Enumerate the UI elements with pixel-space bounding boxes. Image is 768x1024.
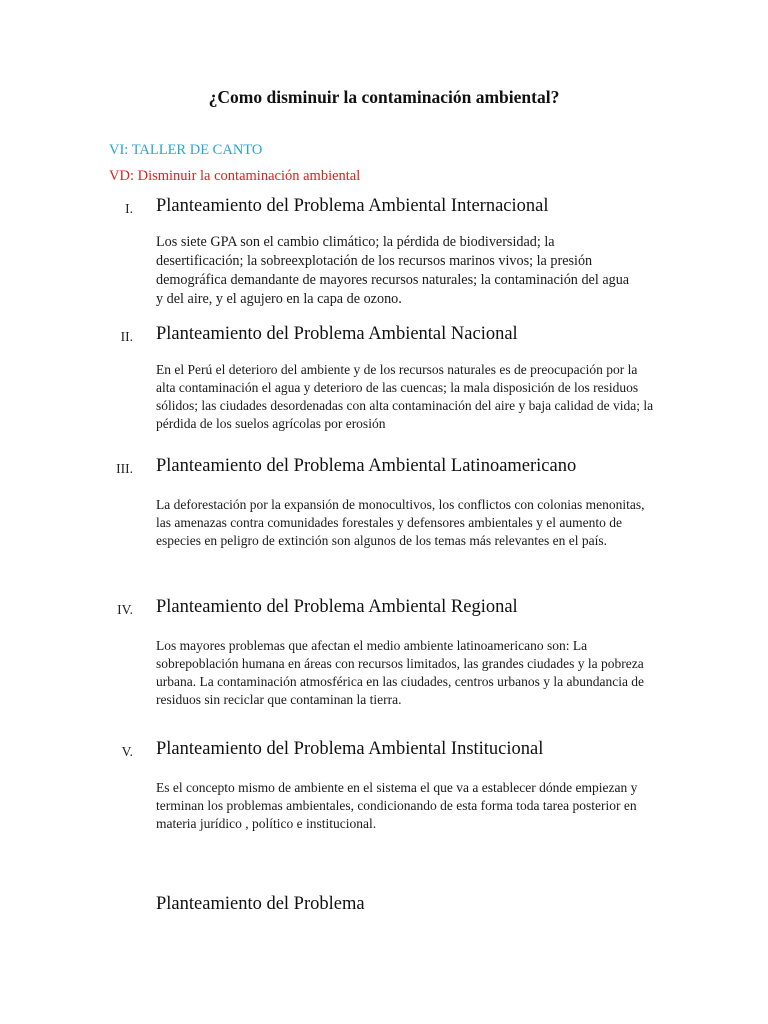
independent-variable: VI: TALLER DE CANTO bbox=[109, 142, 263, 158]
section-numeral: II. bbox=[120, 329, 133, 344]
section-numeral: III. bbox=[116, 461, 133, 476]
section-body: Los mayores problemas que afectan el medio ambiente latinoamericano son: La sobrepoblación humana en áreas con recursos limitados, las grandes ciudades y la pobreza urbana. La contaminación atmosférica en las ciudades, centros urbanos y la abundancia de residuos sin reciclar que contaminan la tierra. bbox=[156, 638, 645, 707]
section-heading: Planteamiento del Problema Ambiental Internacional bbox=[156, 196, 549, 216]
section-heading: Planteamiento del Problema Ambiental Latinoamericano bbox=[156, 456, 577, 476]
section-numeral: V. bbox=[121, 744, 133, 759]
section-body: La deforestación por la expansión de monocultivos, los conflictos con colonias menonitas, las amenazas contra comunidades forestales y defensores ambientales y el aumento de especies en peligro de extinción son algunos de los temas más relevantes en el país. bbox=[156, 497, 645, 548]
section-heading: Planteamiento del Problema Ambiental Nacional bbox=[156, 324, 518, 344]
section-body: Es el concepto mismo de ambiente en el sistema el que va a establecer dónde empiezan y terminan los problemas ambientales, condicionando de esta forma toda tarea posterior en materia jurídico , político e institucional. bbox=[156, 780, 638, 831]
dependent-variable: VD: Disminuir la contaminación ambiental bbox=[109, 168, 361, 184]
section-body: En el Perú el deterioro del ambiente y de los recursos naturales es de preocupación por la alta contaminación el agua y deterioro de las cuencas; la mala disposición de los residuos sólidos; las ciudades desordenadas con alta contaminación del aire y baja calidad de vida; la pérdida de los suelos agrícolas por erosión bbox=[156, 362, 654, 431]
section-body: Los siete GPA son el cambio climático; la pérdida de biodiversidad; la desertificación; la sobreexplotación de los recursos marinos vivos; la presión demográfica demandante de mayores recursos naturales; la contaminación del agua y del aire, y el agujero en la capa de ozono. bbox=[156, 234, 630, 307]
document-title: ¿Como disminuir la contaminación ambiental? bbox=[208, 87, 560, 107]
section-numeral: I. bbox=[125, 201, 133, 216]
section-heading: Planteamiento del Problema Ambiental Institucional bbox=[156, 739, 544, 759]
final-heading: Planteamiento del Problema bbox=[156, 894, 365, 914]
section-heading: Planteamiento del Problema Ambiental Regional bbox=[156, 597, 518, 617]
section-numeral: IV. bbox=[117, 602, 133, 617]
